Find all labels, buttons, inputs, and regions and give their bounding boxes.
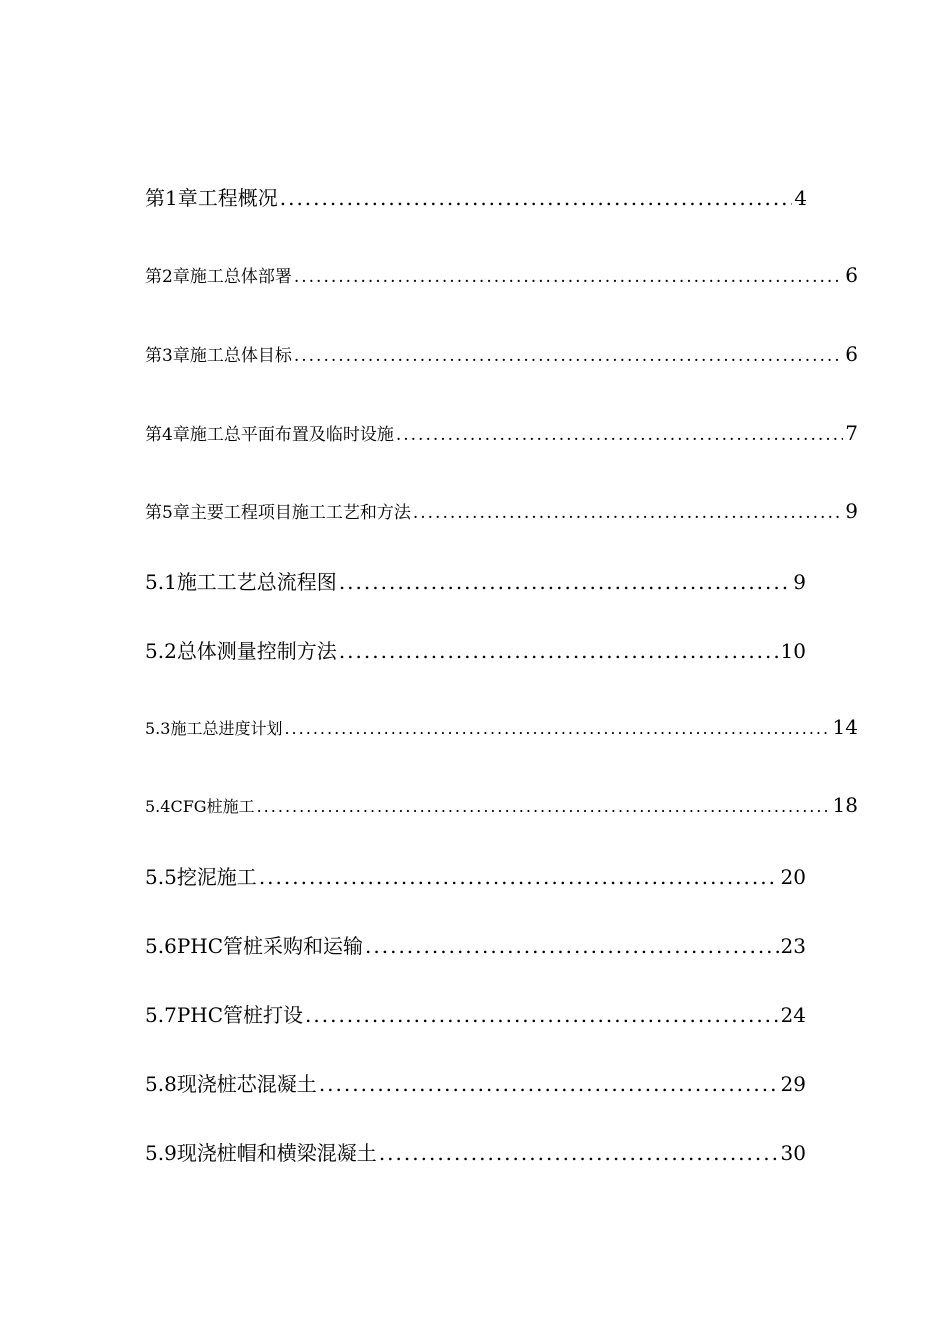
toc-entry-number: 5.4 bbox=[145, 797, 171, 816]
toc-dot-leader bbox=[379, 1141, 779, 1165]
toc-entry-title: PHC管桩打设 bbox=[176, 1003, 304, 1027]
toc-entry-number: 第5章 bbox=[145, 503, 190, 523]
toc-entry-page: 20 bbox=[780, 865, 806, 889]
toc-dot-leader bbox=[339, 570, 791, 594]
toc-entry-title: 施工总进度计划 bbox=[170, 719, 283, 738]
toc-entry-title: 现浇桩帽和横梁混凝土 bbox=[176, 1141, 377, 1165]
toc-entry-section-5-9[interactable] bbox=[145, 1137, 806, 1166]
toc-entry-number: 5.7 bbox=[145, 1003, 177, 1027]
toc-dot-leader bbox=[294, 346, 843, 366]
toc-dot-leader bbox=[305, 1003, 779, 1027]
toc-entry-section-5-4[interactable] bbox=[145, 793, 858, 817]
toc-entry-page: 4 bbox=[794, 186, 807, 210]
toc-entry-section-5-8[interactable] bbox=[145, 1068, 806, 1097]
toc-entry-page: 18 bbox=[832, 793, 858, 817]
toc-entry-number: 5.3 bbox=[145, 719, 171, 738]
toc-entry-page: 9 bbox=[845, 499, 858, 523]
toc-entry-number: 第4章 bbox=[145, 425, 190, 445]
toc-dot-leader bbox=[319, 1072, 779, 1096]
toc-entry-section-5-6[interactable] bbox=[145, 930, 806, 959]
toc-dot-leader bbox=[413, 503, 843, 523]
toc-entry-page: 6 bbox=[845, 263, 858, 287]
toc-entry-number: 5.5 bbox=[145, 865, 177, 889]
toc-entry-title: 主要工程项目施工工艺和方法 bbox=[189, 503, 411, 523]
toc-entry-page: 23 bbox=[780, 934, 806, 958]
toc-entry-title: 总体测量控制方法 bbox=[176, 639, 337, 663]
toc-entry-number: 5.2 bbox=[145, 639, 177, 663]
toc-entry-chapter-5[interactable] bbox=[145, 498, 858, 523]
toc-entry-title: PHC管桩采购和运输 bbox=[176, 934, 364, 958]
toc-entry-title: 现浇桩芯混凝土 bbox=[176, 1072, 317, 1096]
toc-entry-page: 30 bbox=[780, 1141, 806, 1165]
toc-entry-page: 7 bbox=[845, 421, 858, 445]
toc-entry-chapter-2[interactable] bbox=[145, 262, 858, 287]
toc-entry-chapter-4[interactable] bbox=[145, 420, 858, 445]
toc-entry-page: 10 bbox=[780, 639, 806, 663]
toc-entry-title: 工程概况 bbox=[197, 186, 278, 210]
toc-dot-leader bbox=[259, 865, 779, 889]
toc-entry-section-5-1[interactable] bbox=[145, 566, 806, 595]
toc-entry-section-5-5[interactable] bbox=[145, 861, 806, 890]
toc-entry-page: 29 bbox=[780, 1072, 806, 1096]
toc-entry-chapter-1[interactable] bbox=[145, 182, 807, 211]
toc-dot-leader bbox=[365, 934, 779, 958]
toc-dot-leader bbox=[396, 425, 843, 445]
toc-entry-title: 施工总平面布置及临时设施 bbox=[189, 425, 394, 445]
toc-entry-page: 24 bbox=[780, 1003, 806, 1027]
toc-entry-section-5-3[interactable] bbox=[145, 715, 858, 739]
toc-entry-section-5-7[interactable] bbox=[145, 999, 806, 1028]
toc-dot-leader bbox=[280, 186, 793, 210]
toc-entry-title: 挖泥施工 bbox=[176, 865, 257, 889]
toc-entry-section-5-2[interactable] bbox=[145, 635, 806, 664]
toc-entry-title: 施工总体目标 bbox=[189, 346, 292, 366]
toc-entry-number: 第2章 bbox=[145, 267, 190, 287]
toc-entry-number: 5.9 bbox=[145, 1141, 177, 1165]
toc-entry-chapter-3[interactable] bbox=[145, 341, 858, 366]
toc-entry-number: 5.1 bbox=[145, 570, 177, 594]
toc-entry-number: 5.6 bbox=[145, 934, 177, 958]
toc-dot-leader bbox=[284, 719, 830, 738]
toc-dot-leader bbox=[294, 267, 843, 287]
toc-entry-title: 施工工艺总流程图 bbox=[176, 570, 337, 594]
toc-dot-leader bbox=[339, 639, 779, 663]
toc-entry-number: 5.8 bbox=[145, 1072, 177, 1096]
toc-entry-title: 施工总体部署 bbox=[189, 267, 292, 287]
toc-dot-leader bbox=[257, 797, 831, 816]
toc-entry-number: 第1章 bbox=[145, 186, 198, 210]
toc-entry-page: 9 bbox=[793, 570, 806, 594]
toc-entry-title: CFG桩施工 bbox=[170, 797, 255, 816]
toc-entry-number: 第3章 bbox=[145, 346, 190, 366]
toc-entry-page: 6 bbox=[845, 342, 858, 366]
toc-entry-page: 14 bbox=[832, 715, 858, 739]
